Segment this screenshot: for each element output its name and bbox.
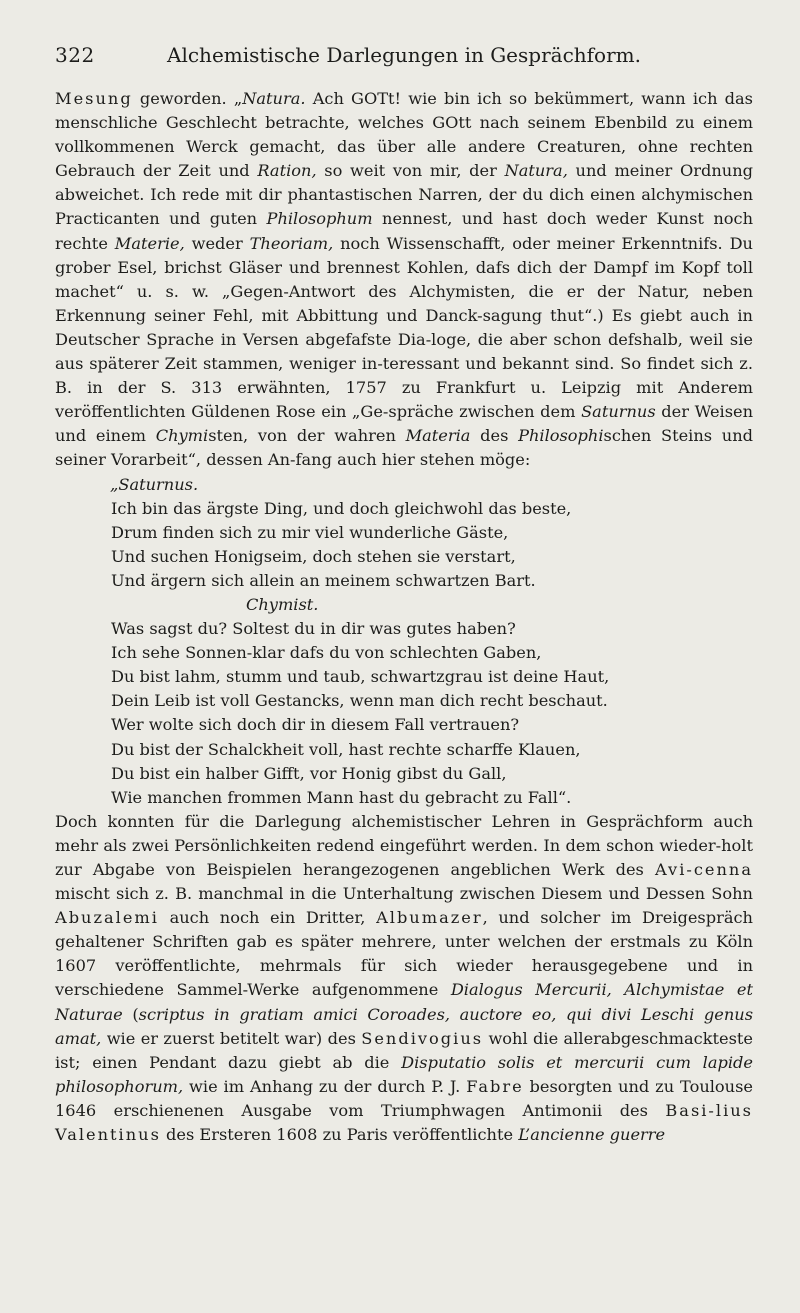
- verse-line: Ich sehe Sonnen-klar dafs du von schlechten Gaben,: [111, 643, 542, 663]
- speaker-saturnus: „Saturnus.: [110, 474, 199, 494]
- verse-line: Du bist lahm, stumm und taub, schwartzgrau ist deine Haut,: [111, 667, 610, 687]
- running-title: Alchemistische Darlegungen in Gesprächform.: [167, 43, 641, 67]
- verse-line: Was sagst du? Soltest du in dir was gutes haben?: [111, 619, 516, 639]
- body-text-2: [55, 810, 753, 1147]
- verse-line: Drum finden sich zu mir viel wunderliche Gäste,: [111, 522, 509, 542]
- speaker-chymist: Chymist.: [246, 594, 319, 614]
- verse-line: Und ärgern sich allein an meinem schwartzen Bart.: [111, 570, 536, 590]
- verse-dialogue: [111, 473, 753, 810]
- verse-line: Du bist ein halber Gifft, vor Honig gibst du Gall,: [111, 763, 507, 783]
- verse-line: Wie manchen frommen Mann hast du gebracht zu Fall“.: [111, 787, 572, 807]
- verse-line: Wer wolte sich doch dir in diesem Fall vertrauen?: [111, 715, 520, 735]
- verse-line: Ich bin das ärgste Ding, und doch gleichwohl das beste,: [111, 498, 572, 518]
- book-page: [0, 43, 800, 1313]
- verse-line: Du bist der Schalckheit voll, hast rechte scharffe Klauen,: [111, 739, 581, 759]
- paragraph-1: Mesung geworden. „Natura. Ach GOTt! wie bin ich so bekümmert, wann ich das menschliche Geschlecht betrachte, welches GOtt nach seinem Ebenbild zu einem vollkommenen Werck gemacht, das über alle andere Creaturen, ohne rechten Gebrauch der Zeit und Ration, so weit von mir, der Natura, und meiner Ordnung abweichet. Ich rede mit dir phantastischen Narren, der du dich einen alchymischen Practicanten und guten Philosophum nennest, und hast doch weder Kunst noch rechte Materie, weder Theoriam, noch Wissenschafft, oder meiner Erkenntnifs. Du grober Esel, brichst Gläser und brennest Kohlen, dafs dich der Dampf im Kopf toll machet“ u. s. w. „Gegen-Antwort des Alchymisten, die er der Natur, neben Erkennung seiner Fehl, mit Abbittung und Danck-sagung thut“.) Es giebt auch in Deutscher Sprache in Versen abgefafste Dia-loge, die aber schon defshalb, weil sie aus späterer Zeit stammen, weniger in-teressant und bekannt sind. So findet sich z. B. in der S. 313 erwähnten, 1757 zu Frankfurt u. Leipzig mit Anderem veröffentlichten Güldenen Rose ein „Ge-spräche zwischen dem Saturnus der Weisen und einem Chymisten, von der wahren Materia des Philosophischen Steins und seiner Vorarbeit“, dessen An-fang auch hier stehen möge:: [55, 89, 754, 470]
- verse-line: Und suchen Honigseim, doch stehen sie verstart,: [111, 546, 516, 566]
- verse-line: Dein Leib ist voll Gestancks, wenn man dich recht beschaut.: [111, 691, 608, 711]
- page-header: [55, 43, 753, 87]
- page-number: 322: [55, 43, 95, 67]
- body-text: [55, 87, 753, 473]
- paragraph-2: Doch konnten für die Darlegung alchemistischer Lehren in Gesprächform auch mehr als zwei Persönlichkeiten redend eingeführt werden. In dem schon wieder-holt zur Abgabe von Beispielen herangezogenen angeblichen Werk des Avi-cenna mischt sich z. B. manchmal in die Unterhaltung zwischen Diesem und Dessen Sohn Abuzalemi auch noch ein Dritter, Albumazer, und solcher im Dreigespräch gehaltener Schriften gab es später mehrere, unter welchen der erstmals zu Köln 1607 veröffentlichte, mehrmals für sich wieder herausgegebene und in verschiedene Sammel-Werke aufgenommene Dialogus Mercurii, Alchymistae et Naturae (scriptus in gratiam amici Coroades, auctore eo, qui divi Leschi genus amat, wie er zuerst betitelt war) des Sendivogius wohl die allerabgeschmackteste ist; einen Pendant dazu giebt ab die Disputatio solis et mercurii cum lapide philosophorum, wie im Anhang zu der durch P. J. Fabre besorgten und zu Toulouse 1646 erschienenen Ausgabe vom Triumphwagen Antimonii des Basi-lius Valentinus des Ersteren 1608 zu Paris veröffentlichte L’ancienne guerre: [55, 811, 754, 1145]
